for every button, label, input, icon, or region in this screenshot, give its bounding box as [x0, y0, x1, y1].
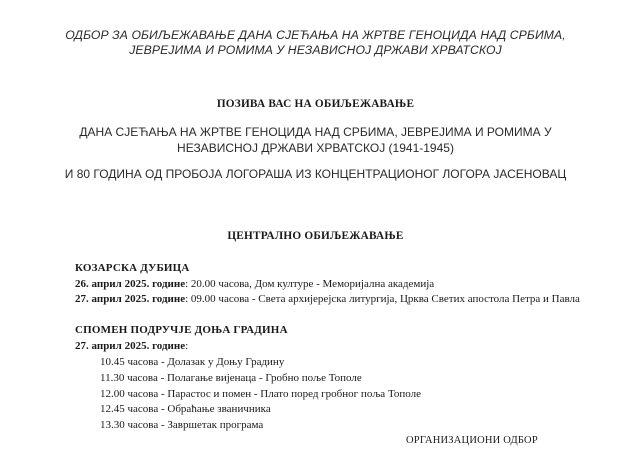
breakout-anniversary-line: И 80 ГОДИНА ОД ПРОБОЈА ЛОГОРАША ИЗ КОНЦЕНТРАЦИОНОГ ЛОГОРА ЈАСЕНОВАЦ	[64, 167, 567, 181]
kozarska-dubica-title: КОЗАРСКА ДУБИЦА	[75, 262, 190, 274]
commemoration-day-line-1: ДАНА СЈЕЋАЊА НА ЖРТВЕ ГЕНОЦИДА НАД СРБИМА, ЈЕВРЕЈИМА И РОМИМА У	[79, 125, 552, 139]
program-item: 10.45 часова - Долазак у Доњу Градину	[100, 356, 285, 368]
donja-gradina-date	[75, 340, 188, 352]
kozarska-event-1-date: 26. април 2025. године	[75, 278, 186, 290]
program-item: 12.00 часова - Парастос и помен - Плато поред гробног поља Тополе	[100, 388, 421, 400]
kozarska-event-1-text: : 20.00 часова, Дом културе - Меморијална академија	[185, 278, 435, 290]
committee-name-line-2: ЈЕВРЕЈИМА И РОМИМА У НЕЗАВИСНОЈ ДРЖАВИ ХРВАТСКОЈ	[129, 43, 502, 57]
kozarska-event-2-date: 27. април 2025. године	[75, 293, 186, 305]
central-commemoration-heading: ЦЕНТРАЛНО ОБИЉЕЖАВАЊЕ	[227, 230, 404, 242]
invitation-heading: ПОЗИВА ВАС НА ОБИЉЕЖАВАЊЕ	[216, 98, 415, 110]
kozarska-event-2	[75, 293, 580, 305]
commemoration-day-line-2: НЕЗАВИСНОЈ ДРЖАВИ ХРВАТСКОЈ (1941-1945)	[177, 141, 454, 155]
kozarska-event-2-text: : 09.00 часова - Света архијерејска литургија, Црква Светих апостола Петра и Павла	[185, 293, 580, 305]
donja-gradina-date-value: 27. април 2025. године	[75, 340, 186, 352]
donja-gradina-title: СПОМЕН ПОДРУЧЈЕ ДОЊА ГРАДИНА	[75, 324, 288, 336]
donja-gradina-date-colon: :	[185, 340, 189, 352]
kozarska-event-1	[75, 278, 434, 290]
program-item: 13.30 часова - Завршетак програма	[100, 419, 264, 431]
organizing-committee-signature: ОРГАНИЗАЦИОНИ ОДБОР	[406, 435, 538, 446]
committee-name-line-1: ОДБОР ЗА ОБИЉЕЖАВАЊЕ ДАНА СЈЕЋАЊА НА ЖРТВЕ ГЕНОЦИДА НАД СРБИМА,	[65, 28, 566, 42]
program-item: 12.45 часова - Обраћање званичника	[100, 403, 271, 415]
program-item: 11.30 часова - Полагање вијенаца - Гробно поље Тополе	[100, 372, 362, 384]
